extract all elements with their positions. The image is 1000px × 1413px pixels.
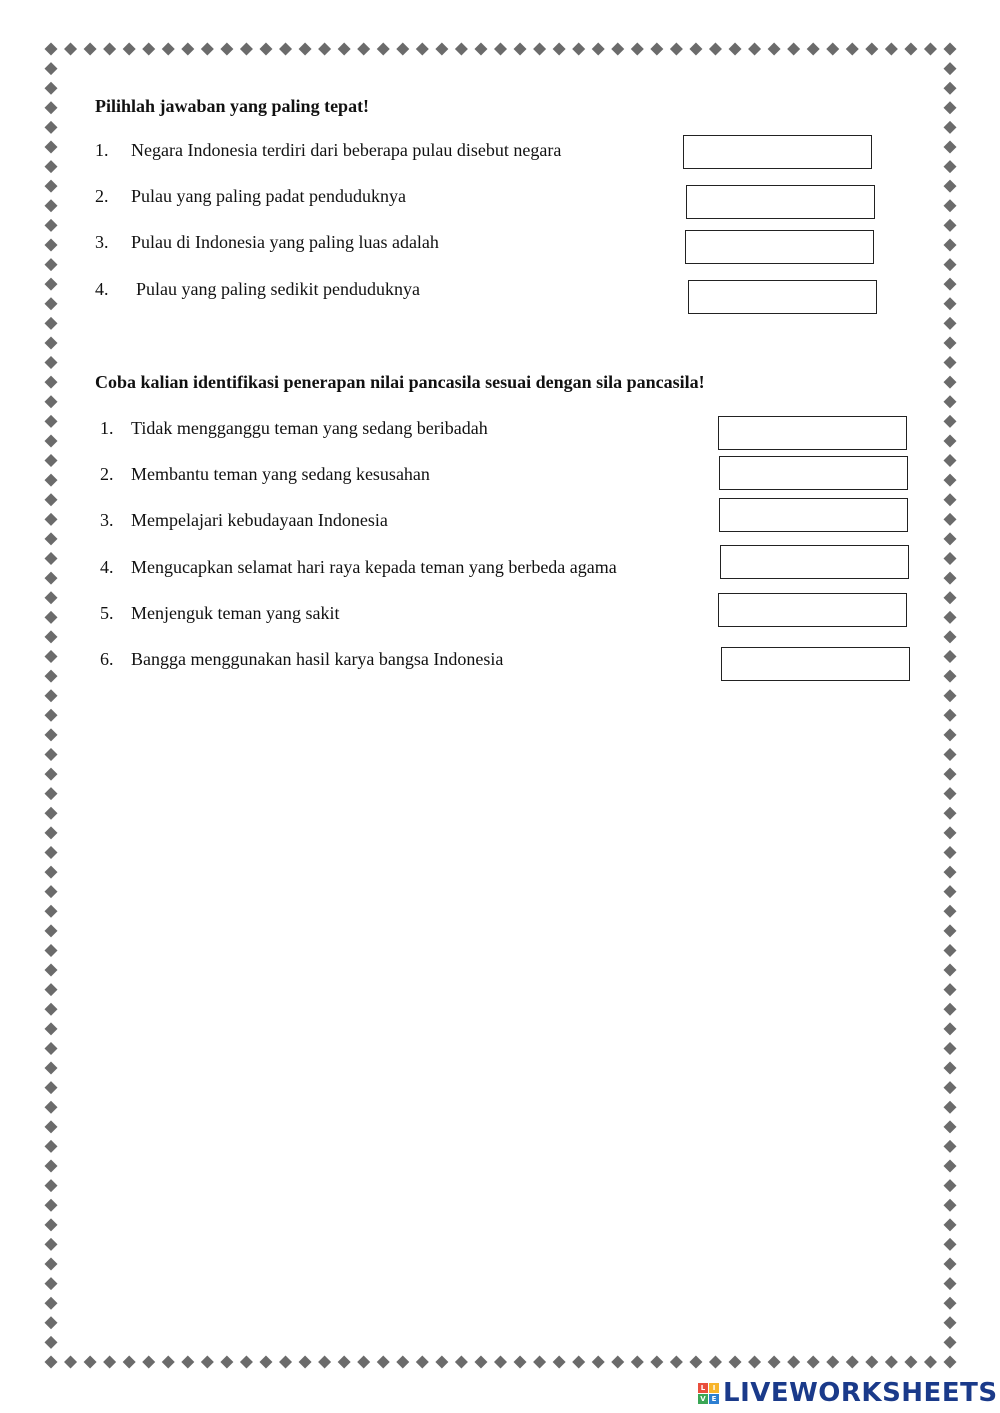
border-diamond <box>45 826 58 839</box>
border-diamond <box>944 768 957 781</box>
border-diamond <box>142 43 155 56</box>
border-diamond <box>670 43 683 56</box>
border-diamond <box>572 43 585 56</box>
border-diamond <box>45 670 58 683</box>
border-diamond <box>944 1336 957 1349</box>
border-diamond <box>84 43 97 56</box>
question-text: Membantu teman yang sedang kesusahan <box>131 464 430 484</box>
border-diamond <box>45 140 58 153</box>
border-diamond <box>45 62 58 75</box>
border-diamond <box>944 297 957 310</box>
question-1-1 <box>95 140 695 164</box>
border-diamond <box>944 630 957 643</box>
border-diamond <box>944 62 957 75</box>
answer-box-1-4[interactable] <box>688 280 877 314</box>
border-diamond <box>45 924 58 937</box>
border-diamond <box>64 1356 77 1369</box>
question-2-5 <box>100 603 710 627</box>
question-1-4 <box>95 279 695 303</box>
border-diamond <box>45 219 58 232</box>
liveworksheets-logo[interactable] <box>698 1378 998 1408</box>
border-diamond <box>944 1003 957 1016</box>
border-diamond <box>944 82 957 95</box>
border-diamond <box>45 82 58 95</box>
border-diamond <box>45 964 58 977</box>
border-diamond <box>944 454 957 467</box>
border-diamond <box>533 1356 546 1369</box>
border-diamond <box>944 180 957 193</box>
border-diamond <box>553 1356 566 1369</box>
question-text: Pulau yang paling padat penduduknya <box>131 186 406 206</box>
border-diamond <box>45 905 58 918</box>
border-diamond <box>904 43 917 56</box>
border-diamond <box>45 1316 58 1329</box>
border-diamond <box>944 395 957 408</box>
border-diamond <box>123 43 136 56</box>
question-number: 3. <box>100 510 114 530</box>
border-diamond <box>123 1356 136 1369</box>
border-diamond <box>944 944 957 957</box>
border-diamond <box>944 317 957 330</box>
border-diamond <box>45 434 58 447</box>
border-diamond <box>45 611 58 624</box>
border-diamond <box>592 43 605 56</box>
border-diamond <box>45 121 58 134</box>
border-diamond <box>416 43 429 56</box>
border-diamond <box>944 1258 957 1271</box>
question-2-6 <box>100 649 710 673</box>
border-diamond <box>279 1356 292 1369</box>
border-diamond <box>631 43 644 56</box>
question-text: Bangga menggunakan hasil karya bangsa Indonesia <box>131 649 504 669</box>
border-diamond <box>514 43 527 56</box>
border-diamond <box>944 1140 957 1153</box>
border-diamond <box>689 43 702 56</box>
border-diamond <box>45 807 58 820</box>
border-diamond <box>45 983 58 996</box>
border-diamond <box>826 1356 839 1369</box>
liveworksheets-logo-icon: L I V E <box>698 1383 719 1404</box>
answer-box-2-4[interactable] <box>720 545 909 579</box>
border-diamond <box>592 1356 605 1369</box>
border-diamond <box>944 474 957 487</box>
border-diamond <box>944 43 957 56</box>
border-diamond <box>729 1356 742 1369</box>
border-diamond <box>944 885 957 898</box>
border-diamond <box>45 336 58 349</box>
border-diamond <box>416 1356 429 1369</box>
border-diamond <box>944 356 957 369</box>
border-diamond <box>944 376 957 389</box>
border-diamond <box>846 1356 859 1369</box>
section2-heading: Coba kalian identifikasi penerapan nilai pancasila sesuai dengan sila pancasila! <box>95 372 705 392</box>
border-diamond <box>650 43 663 56</box>
answer-box-2-6[interactable] <box>721 647 910 681</box>
question-2-1 <box>100 418 710 442</box>
question-text: Menjenguk teman yang sakit <box>131 603 340 623</box>
border-diamond <box>944 1218 957 1231</box>
answer-box-2-1[interactable] <box>718 416 907 450</box>
border-diamond <box>944 278 957 291</box>
border-diamond <box>944 1238 957 1251</box>
border-diamond <box>944 1316 957 1329</box>
border-diamond <box>45 885 58 898</box>
border-diamond <box>45 846 58 859</box>
border-diamond <box>181 43 194 56</box>
border-diamond <box>494 1356 507 1369</box>
border-diamond <box>944 1277 957 1290</box>
question-text: Mempelajari kebudayaan Indonesia <box>131 510 388 530</box>
answer-box-1-2[interactable] <box>686 185 875 219</box>
border-diamond <box>944 1081 957 1094</box>
border-diamond <box>45 1003 58 1016</box>
border-diamond <box>45 728 58 741</box>
border-diamond <box>944 160 957 173</box>
border-diamond <box>944 1199 957 1212</box>
border-diamond <box>338 1356 351 1369</box>
border-diamond <box>944 219 957 232</box>
border-diamond <box>201 43 214 56</box>
border-diamond <box>220 43 233 56</box>
border-diamond <box>259 43 272 56</box>
question-1-3 <box>95 232 695 256</box>
border-diamond <box>768 43 781 56</box>
border-diamond <box>299 43 312 56</box>
border-diamond <box>435 43 448 56</box>
border-diamond <box>944 1042 957 1055</box>
border-diamond <box>885 43 898 56</box>
border-diamond <box>944 670 957 683</box>
border-diamond <box>162 43 175 56</box>
border-diamond <box>944 258 957 271</box>
border-diamond <box>944 964 957 977</box>
question-number: 4. <box>100 557 114 577</box>
border-diamond <box>944 1160 957 1173</box>
question-1-2 <box>95 186 695 210</box>
border-diamond <box>45 552 58 565</box>
border-diamond <box>748 43 761 56</box>
border-diamond <box>45 1042 58 1055</box>
border-diamond <box>45 493 58 506</box>
border-diamond <box>944 650 957 663</box>
border-diamond <box>944 434 957 447</box>
border-diamond <box>748 1356 761 1369</box>
question-number: 6. <box>100 649 114 669</box>
border-diamond <box>64 43 77 56</box>
border-diamond <box>455 43 468 56</box>
border-diamond <box>865 1356 878 1369</box>
border-diamond <box>45 709 58 722</box>
border-diamond <box>45 258 58 271</box>
liveworksheets-brand-text: LIVEWORKSHEETS <box>723 1378 998 1408</box>
question-number: 2. <box>95 186 109 206</box>
border-diamond <box>103 1356 116 1369</box>
border-diamond <box>45 415 58 428</box>
border-diamond <box>944 924 957 937</box>
border-diamond <box>944 101 957 114</box>
border-diamond <box>944 513 957 526</box>
border-diamond <box>924 43 937 56</box>
answer-box-1-1[interactable] <box>683 135 872 169</box>
border-diamond <box>944 552 957 565</box>
border-diamond <box>45 474 58 487</box>
border-diamond <box>944 1120 957 1133</box>
question-number: 1. <box>100 418 114 438</box>
border-diamond <box>650 1356 663 1369</box>
border-diamond <box>357 1356 370 1369</box>
border-diamond <box>259 1356 272 1369</box>
border-diamond <box>45 1356 58 1369</box>
border-diamond <box>45 1297 58 1310</box>
border-diamond <box>45 650 58 663</box>
border-diamond <box>45 297 58 310</box>
question-text: Pulau di Indonesia yang paling luas adalah <box>131 232 439 252</box>
border-diamond <box>787 43 800 56</box>
border-diamond <box>944 709 957 722</box>
border-diamond <box>944 1179 957 1192</box>
border-diamond <box>240 43 253 56</box>
border-diamond <box>45 630 58 643</box>
border-diamond <box>904 1356 917 1369</box>
border-diamond <box>45 317 58 330</box>
border-diamond <box>533 43 546 56</box>
border-diamond <box>944 493 957 506</box>
border-diamond <box>181 1356 194 1369</box>
border-diamond <box>846 43 859 56</box>
answer-box-2-5[interactable] <box>718 593 907 627</box>
border-diamond <box>944 572 957 585</box>
border-diamond <box>865 43 878 56</box>
border-diamond <box>944 140 957 153</box>
border-diamond <box>318 43 331 56</box>
border-diamond <box>45 238 58 251</box>
border-diamond <box>45 1199 58 1212</box>
border-diamond <box>944 611 957 624</box>
question-number: 3. <box>95 232 109 252</box>
border-diamond <box>45 160 58 173</box>
question-2-4 <box>100 557 710 581</box>
border-diamond <box>944 748 957 761</box>
border-diamond <box>45 199 58 212</box>
border-diamond <box>474 43 487 56</box>
border-diamond <box>944 728 957 741</box>
border-diamond <box>45 689 58 702</box>
border-diamond <box>944 983 957 996</box>
border-diamond <box>474 1356 487 1369</box>
border-diamond <box>357 43 370 56</box>
question-text: Negara Indonesia terdiri dari beberapa pulau disebut negara <box>131 140 562 160</box>
border-diamond <box>45 1277 58 1290</box>
border-diamond <box>787 1356 800 1369</box>
question-number: 5. <box>100 603 114 623</box>
border-diamond <box>944 787 957 800</box>
border-diamond <box>45 454 58 467</box>
border-diamond <box>944 905 957 918</box>
border-diamond <box>162 1356 175 1369</box>
border-diamond <box>45 532 58 545</box>
border-diamond <box>807 1356 820 1369</box>
answer-box-2-2[interactable] <box>719 456 908 490</box>
border-diamond <box>396 1356 409 1369</box>
border-diamond <box>201 1356 214 1369</box>
border-diamond <box>944 1297 957 1310</box>
border-diamond <box>45 768 58 781</box>
border-diamond <box>572 1356 585 1369</box>
border-diamond <box>45 395 58 408</box>
border-diamond <box>885 1356 898 1369</box>
border-diamond <box>45 591 58 604</box>
border-diamond <box>944 591 957 604</box>
border-diamond <box>45 1022 58 1035</box>
border-diamond <box>45 748 58 761</box>
section1-heading: Pilihlah jawaban yang paling tepat! <box>95 96 370 116</box>
border-diamond <box>45 1238 58 1251</box>
border-diamond <box>45 1101 58 1114</box>
border-diamond <box>45 101 58 114</box>
answer-box-1-3[interactable] <box>685 230 874 264</box>
border-diamond <box>514 1356 527 1369</box>
border-diamond <box>944 238 957 251</box>
border-diamond <box>944 1356 957 1369</box>
border-diamond <box>944 199 957 212</box>
question-number: 1. <box>95 140 109 160</box>
border-diamond <box>631 1356 644 1369</box>
border-diamond <box>45 866 58 879</box>
border-diamond <box>338 43 351 56</box>
border-diamond <box>944 689 957 702</box>
border-diamond <box>944 846 957 859</box>
border-diamond <box>377 1356 390 1369</box>
border-diamond <box>45 1120 58 1133</box>
border-diamond <box>944 807 957 820</box>
border-diamond <box>494 43 507 56</box>
border-diamond <box>944 415 957 428</box>
question-text: Pulau yang paling sedikit penduduknya <box>136 279 420 299</box>
border-diamond <box>944 1022 957 1035</box>
border-diamond <box>103 43 116 56</box>
border-diamond <box>709 1356 722 1369</box>
border-diamond <box>299 1356 312 1369</box>
question-text: Tidak mengganggu teman yang sedang beribadah <box>131 418 488 438</box>
border-diamond <box>944 121 957 134</box>
border-diamond <box>455 1356 468 1369</box>
border-diamond <box>45 180 58 193</box>
border-diamond <box>45 1160 58 1173</box>
border-diamond <box>944 826 957 839</box>
border-diamond <box>45 1336 58 1349</box>
border-diamond <box>611 43 624 56</box>
border-diamond <box>45 787 58 800</box>
border-diamond <box>142 1356 155 1369</box>
border-diamond <box>807 43 820 56</box>
border-diamond <box>45 944 58 957</box>
border-diamond <box>318 1356 331 1369</box>
border-diamond <box>45 1179 58 1192</box>
border-diamond <box>45 356 58 369</box>
border-diamond <box>220 1356 233 1369</box>
border-diamond <box>924 1356 937 1369</box>
border-diamond <box>768 1356 781 1369</box>
border-diamond <box>45 572 58 585</box>
border-diamond <box>729 43 742 56</box>
border-diamond <box>45 278 58 291</box>
question-2-2 <box>100 464 710 488</box>
border-diamond <box>944 336 957 349</box>
answer-box-2-3[interactable] <box>719 498 908 532</box>
border-diamond <box>689 1356 702 1369</box>
border-diamond <box>45 1258 58 1271</box>
border-diamond <box>944 866 957 879</box>
border-diamond <box>377 43 390 56</box>
border-diamond <box>45 1140 58 1153</box>
border-diamond <box>944 532 957 545</box>
border-diamond <box>709 43 722 56</box>
border-diamond <box>611 1356 624 1369</box>
question-number: 4. <box>95 279 109 299</box>
question-2-3 <box>100 510 710 534</box>
border-diamond <box>45 43 58 56</box>
question-number: 2. <box>100 464 114 484</box>
border-diamond <box>45 1081 58 1094</box>
border-diamond <box>944 1062 957 1075</box>
border-diamond <box>45 376 58 389</box>
border-diamond <box>670 1356 683 1369</box>
border-diamond <box>826 43 839 56</box>
border-diamond <box>84 1356 97 1369</box>
border-diamond <box>45 513 58 526</box>
border-diamond <box>240 1356 253 1369</box>
border-diamond <box>279 43 292 56</box>
question-text: Mengucapkan selamat hari raya kepada teman yang berbeda agama <box>131 557 617 577</box>
border-diamond <box>435 1356 448 1369</box>
border-diamond <box>45 1062 58 1075</box>
border-diamond <box>944 1101 957 1114</box>
border-diamond <box>45 1218 58 1231</box>
border-diamond <box>553 43 566 56</box>
border-diamond <box>396 43 409 56</box>
